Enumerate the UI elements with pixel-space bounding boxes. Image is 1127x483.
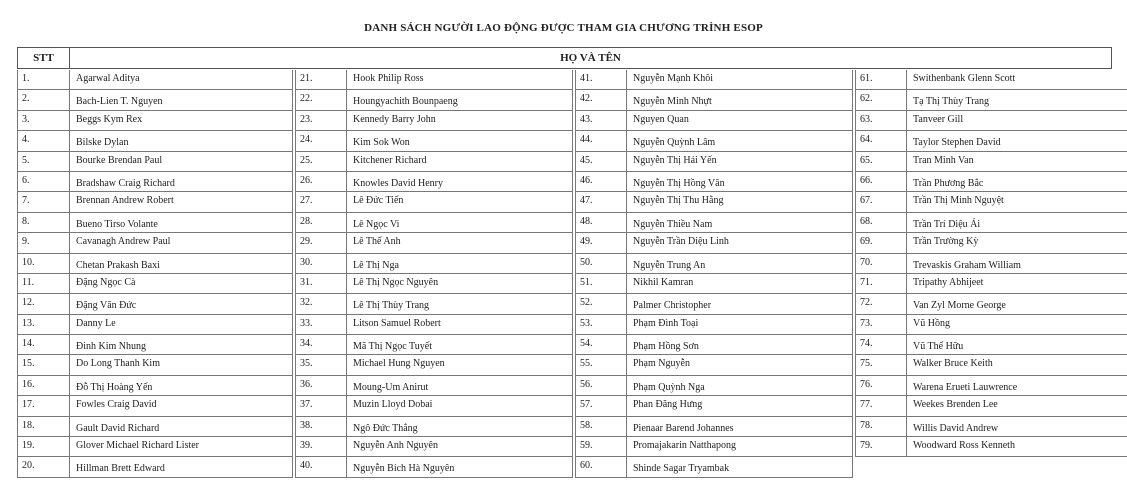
row-number: 58.: [575, 417, 627, 437]
row-number: 23.: [295, 111, 347, 131]
employee-name: Kennedy Barry John: [347, 111, 573, 131]
table-row: [295, 294, 573, 314]
employee-name: Tripathy Abhijeet: [907, 274, 1127, 294]
table-row: [575, 111, 853, 131]
row-number: 38.: [295, 417, 347, 437]
table-row: [295, 233, 573, 253]
table-header: [17, 47, 1112, 69]
employee-name: Michael Hung Nguyen: [347, 355, 573, 375]
table-row: [17, 437, 293, 457]
row-number: 6.: [17, 172, 70, 192]
table-row: [295, 417, 573, 437]
table-row: [855, 376, 1127, 396]
employee-name: Litson Samuel Robert: [347, 315, 573, 335]
table-row: [855, 437, 1127, 457]
employee-name: Kim Sok Won: [347, 131, 573, 151]
employee-name: Brennan Andrew Robert: [70, 192, 293, 212]
row-number: 35.: [295, 355, 347, 375]
employee-name: Nguyễn Trần Diệu Linh: [627, 233, 853, 253]
employee-name: Kitchener Richard: [347, 152, 573, 172]
employee-name: Nguyễn Thị Hải Yến: [627, 152, 853, 172]
row-number: 40.: [295, 457, 347, 477]
employee-table: [17, 70, 1127, 478]
row-number: 64.: [855, 131, 907, 151]
employee-name: Phạm Hồng Sơn: [627, 335, 853, 355]
employee-name: Bueno Tirso Volante: [70, 213, 293, 233]
employee-name: Nguyễn Thị Thu Hằng: [627, 192, 853, 212]
employee-name: Pienaar Barend Johannes: [627, 417, 853, 437]
employee-name: Phạm Quỳnh Nga: [627, 376, 853, 396]
table-row: [17, 457, 293, 477]
employee-name: Đinh Kim Nhung: [70, 335, 293, 355]
employee-name: Swithenbank Glenn Scott: [907, 70, 1127, 90]
row-number: 26.: [295, 172, 347, 192]
table-row: [855, 90, 1127, 110]
table-row: [17, 396, 293, 416]
row-number: 10.: [17, 254, 70, 274]
table-row: [17, 131, 293, 151]
employee-name: Danny Le: [70, 315, 293, 335]
employee-name: Shinde Sagar Tryambak: [627, 457, 853, 477]
table-row: [295, 355, 573, 375]
row-number: 50.: [575, 254, 627, 274]
row-number: 78.: [855, 417, 907, 437]
employee-name: Đỗ Thị Hoàng Yến: [70, 376, 293, 396]
row-number: 19.: [17, 437, 70, 457]
table-row: [295, 274, 573, 294]
employee-name: Trevaskis Graham William: [907, 254, 1127, 274]
employee-name: Knowles David Henry: [347, 172, 573, 192]
employee-name: Trần Trí Diệu Ái: [907, 213, 1127, 233]
table-column-2: [295, 70, 573, 478]
header-stt: STT: [17, 47, 70, 69]
table-row: [855, 172, 1127, 192]
employee-name: Nguyễn Thiều Nam: [627, 213, 853, 233]
employee-name: Woodward Ross Kenneth: [907, 437, 1127, 457]
table-row: [17, 315, 293, 335]
table-row: [295, 111, 573, 131]
table-row: [575, 355, 853, 375]
table-row: [855, 111, 1127, 131]
table-row: [855, 254, 1127, 274]
table-column-3: [575, 70, 853, 478]
table-row: [575, 192, 853, 212]
table-row: [575, 213, 853, 233]
table-row: [575, 172, 853, 192]
table-row: [575, 274, 853, 294]
table-row: [17, 90, 293, 110]
table-row: [295, 131, 573, 151]
row-number: 24.: [295, 131, 347, 151]
row-number: 1.: [17, 70, 70, 90]
table-row: [17, 192, 293, 212]
row-number: 21.: [295, 70, 347, 90]
table-row: [17, 355, 293, 375]
employee-name: Bach-Lien T. Nguyen: [70, 90, 293, 110]
row-number: 74.: [855, 335, 907, 355]
table-row: [575, 396, 853, 416]
table-row: [855, 396, 1127, 416]
row-number: 65.: [855, 152, 907, 172]
row-number: 51.: [575, 274, 627, 294]
employee-name: Nguyễn Mạnh Khôi: [627, 70, 853, 90]
employee-name: Weekes Brenden Lee: [907, 396, 1127, 416]
table-row: [855, 355, 1127, 375]
table-row: [17, 213, 293, 233]
employee-name: Fowles Craig David: [70, 396, 293, 416]
row-number: 66.: [855, 172, 907, 192]
employee-name: Agarwal Aditya: [70, 70, 293, 90]
table-row: [295, 376, 573, 396]
row-number: 11.: [17, 274, 70, 294]
row-number: 45.: [575, 152, 627, 172]
row-number: 29.: [295, 233, 347, 253]
row-number: 75.: [855, 355, 907, 375]
row-number: 70.: [855, 254, 907, 274]
employee-name: Lê Thế Anh: [347, 233, 573, 253]
employee-name: Van Zyl Morne George: [907, 294, 1127, 314]
table-row: [855, 131, 1127, 151]
employee-name: Phạm Nguyễn: [627, 355, 853, 375]
table-row: [575, 233, 853, 253]
table-row: [295, 90, 573, 110]
table-row: [575, 417, 853, 437]
employee-name: Lê Thị Nga: [347, 254, 573, 274]
employee-name: Hook Philip Ross: [347, 70, 573, 90]
table-row: [295, 172, 573, 192]
employee-name: Moung-Um Anirut: [347, 376, 573, 396]
employee-name: Lê Thị Ngọc Nguyên: [347, 274, 573, 294]
employee-name: Chetan Prakash Baxi: [70, 254, 293, 274]
row-number: 36.: [295, 376, 347, 396]
employee-name: Trần Phương Bắc: [907, 172, 1127, 192]
table-row: [295, 335, 573, 355]
employee-name: Beggs Kym Rex: [70, 111, 293, 131]
row-number: 2.: [17, 90, 70, 110]
row-number: 63.: [855, 111, 907, 131]
row-number: 77.: [855, 396, 907, 416]
table-row: [17, 294, 293, 314]
row-number: 17.: [17, 396, 70, 416]
table-row: [575, 437, 853, 457]
table-row: [855, 417, 1127, 437]
employee-name: Vũ Thế Hữu: [907, 335, 1127, 355]
employee-name: Bradshaw Craig Richard: [70, 172, 293, 192]
employee-name: Hillman Brett Edward: [70, 457, 293, 477]
row-number: 72.: [855, 294, 907, 314]
employee-name: Tran Minh Van: [907, 152, 1127, 172]
row-number: 13.: [17, 315, 70, 335]
table-row: [17, 70, 293, 90]
employee-name: Gault David Richard: [70, 417, 293, 437]
table-row: [295, 70, 573, 90]
employee-name: Lê Đức Tiến: [347, 192, 573, 212]
row-number: 62.: [855, 90, 907, 110]
employee-name: Muzin Lloyd Dobai: [347, 396, 573, 416]
employee-name: Trần Thị Minh Nguyệt: [907, 192, 1127, 212]
table-row: [855, 192, 1127, 212]
row-number: 37.: [295, 396, 347, 416]
row-number: 54.: [575, 335, 627, 355]
employee-name: Nguyễn Thị Hồng Vân: [627, 172, 853, 192]
employee-name: Nguyễn Trung An: [627, 254, 853, 274]
employee-name: Houngyachith Bounpaeng: [347, 90, 573, 110]
row-number: 48.: [575, 213, 627, 233]
row-number: 68.: [855, 213, 907, 233]
table-row: [855, 152, 1127, 172]
row-number: 60.: [575, 457, 627, 477]
table-row: [295, 396, 573, 416]
table-row: [17, 335, 293, 355]
table-row: [575, 254, 853, 274]
table-row: [855, 213, 1127, 233]
row-number: 55.: [575, 355, 627, 375]
row-number: 57.: [575, 396, 627, 416]
row-number: 47.: [575, 192, 627, 212]
row-number: 5.: [17, 152, 70, 172]
row-number: 32.: [295, 294, 347, 314]
row-number: 18.: [17, 417, 70, 437]
employee-name: Do Long Thanh Kim: [70, 355, 293, 375]
table-row: [855, 233, 1127, 253]
row-number: 52.: [575, 294, 627, 314]
row-number: 25.: [295, 152, 347, 172]
table-row: [575, 457, 853, 477]
employee-name: Taylor Stephen David: [907, 131, 1127, 151]
employee-name: Cavanagh Andrew Paul: [70, 233, 293, 253]
row-number: 53.: [575, 315, 627, 335]
row-number: 56.: [575, 376, 627, 396]
row-number: 42.: [575, 90, 627, 110]
row-number: 15.: [17, 355, 70, 375]
row-number: 79.: [855, 437, 907, 457]
employee-name: Lê Thị Thùy Trang: [347, 294, 573, 314]
row-number: 46.: [575, 172, 627, 192]
employee-name: Tạ Thị Thùy Trang: [907, 90, 1127, 110]
table-row: [295, 213, 573, 233]
row-number: 34.: [295, 335, 347, 355]
employee-name: Nguyễn Bích Hà Nguyên: [347, 457, 573, 477]
employee-name: Nguyen Quan: [627, 111, 853, 131]
table-row: [575, 131, 853, 151]
employee-name: Nguyễn Minh Nhựt: [627, 90, 853, 110]
table-row: [17, 254, 293, 274]
table-row: [295, 315, 573, 335]
table-row: [575, 294, 853, 314]
row-number: 44.: [575, 131, 627, 151]
row-number: 9.: [17, 233, 70, 253]
employee-name: Bourke Brendan Paul: [70, 152, 293, 172]
table-row: [855, 294, 1127, 314]
employee-name: Nikhil Kamran: [627, 274, 853, 294]
table-row: [295, 192, 573, 212]
employee-name: Vũ Hồng: [907, 315, 1127, 335]
row-number: 59.: [575, 437, 627, 457]
employee-name: Đặng Văn Đức: [70, 294, 293, 314]
header-name: HỌ VÀ TÊN: [70, 47, 1112, 69]
table-row: [17, 417, 293, 437]
table-row: [575, 335, 853, 355]
table-row: [295, 254, 573, 274]
row-number: 67.: [855, 192, 907, 212]
table-row: [295, 152, 573, 172]
table-row: [575, 90, 853, 110]
row-number: 73.: [855, 315, 907, 335]
table-row: [855, 274, 1127, 294]
employee-name: Phạm Đình Toại: [627, 315, 853, 335]
employee-name: Đặng Ngọc Cà: [70, 274, 293, 294]
employee-name: Lê Ngọc Vi: [347, 213, 573, 233]
employee-name: Phan Đăng Hưng: [627, 396, 853, 416]
row-number: 30.: [295, 254, 347, 274]
table-row: [855, 335, 1127, 355]
table-row: [575, 315, 853, 335]
table-column-1: [17, 70, 293, 478]
row-number: 28.: [295, 213, 347, 233]
row-number: 14.: [17, 335, 70, 355]
table-row: [17, 376, 293, 396]
employee-name: Promajakarin Natthapong: [627, 437, 853, 457]
employee-name: Walker Bruce Keith: [907, 355, 1127, 375]
row-number: 31.: [295, 274, 347, 294]
employee-name: Ngô Đức Thắng: [347, 417, 573, 437]
row-number: 33.: [295, 315, 347, 335]
employee-name: Trần Trường Kỳ: [907, 233, 1127, 253]
row-number: 20.: [17, 457, 70, 477]
row-number: 43.: [575, 111, 627, 131]
row-number: 22.: [295, 90, 347, 110]
table-row: [17, 152, 293, 172]
row-number: 16.: [17, 376, 70, 396]
table-row: [575, 70, 853, 90]
row-number: 27.: [295, 192, 347, 212]
document-title: DANH SÁCH NGƯỜI LAO ĐỘNG ĐƯỢC THAM GIA CHƯƠNG TRÌNH ESOP: [364, 22, 763, 34]
table-row: [17, 172, 293, 192]
row-number: 49.: [575, 233, 627, 253]
employee-name: Nguyễn Quỳnh Lâm: [627, 131, 853, 151]
row-number: 71.: [855, 274, 907, 294]
employee-name: Mã Thị Ngọc Tuyết: [347, 335, 573, 355]
row-number: 7.: [17, 192, 70, 212]
table-row: [855, 70, 1127, 90]
employee-name: Palmer Christopher: [627, 294, 853, 314]
employee-name: Nguyễn Anh Nguyên: [347, 437, 573, 457]
employee-name: Warena Erueti Lauwrence: [907, 376, 1127, 396]
row-number: 4.: [17, 131, 70, 151]
table-row: [575, 376, 853, 396]
table-column-4: [855, 70, 1127, 478]
employee-name: Willis David Andrew: [907, 417, 1127, 437]
row-number: 3.: [17, 111, 70, 131]
table-row: [855, 315, 1127, 335]
row-number: 41.: [575, 70, 627, 90]
row-number: 69.: [855, 233, 907, 253]
table-row: [295, 437, 573, 457]
employee-name: Tanveer Gill: [907, 111, 1127, 131]
row-number: 76.: [855, 376, 907, 396]
table-row: [575, 152, 853, 172]
row-number: 8.: [17, 213, 70, 233]
row-number: 61.: [855, 70, 907, 90]
employee-name: Glover Michael Richard Lister: [70, 437, 293, 457]
row-number: 12.: [17, 294, 70, 314]
row-number: 39.: [295, 437, 347, 457]
table-row: [17, 233, 293, 253]
table-row: [295, 457, 573, 477]
table-row: [17, 111, 293, 131]
employee-name: Bilske Dylan: [70, 131, 293, 151]
table-row: [17, 274, 293, 294]
